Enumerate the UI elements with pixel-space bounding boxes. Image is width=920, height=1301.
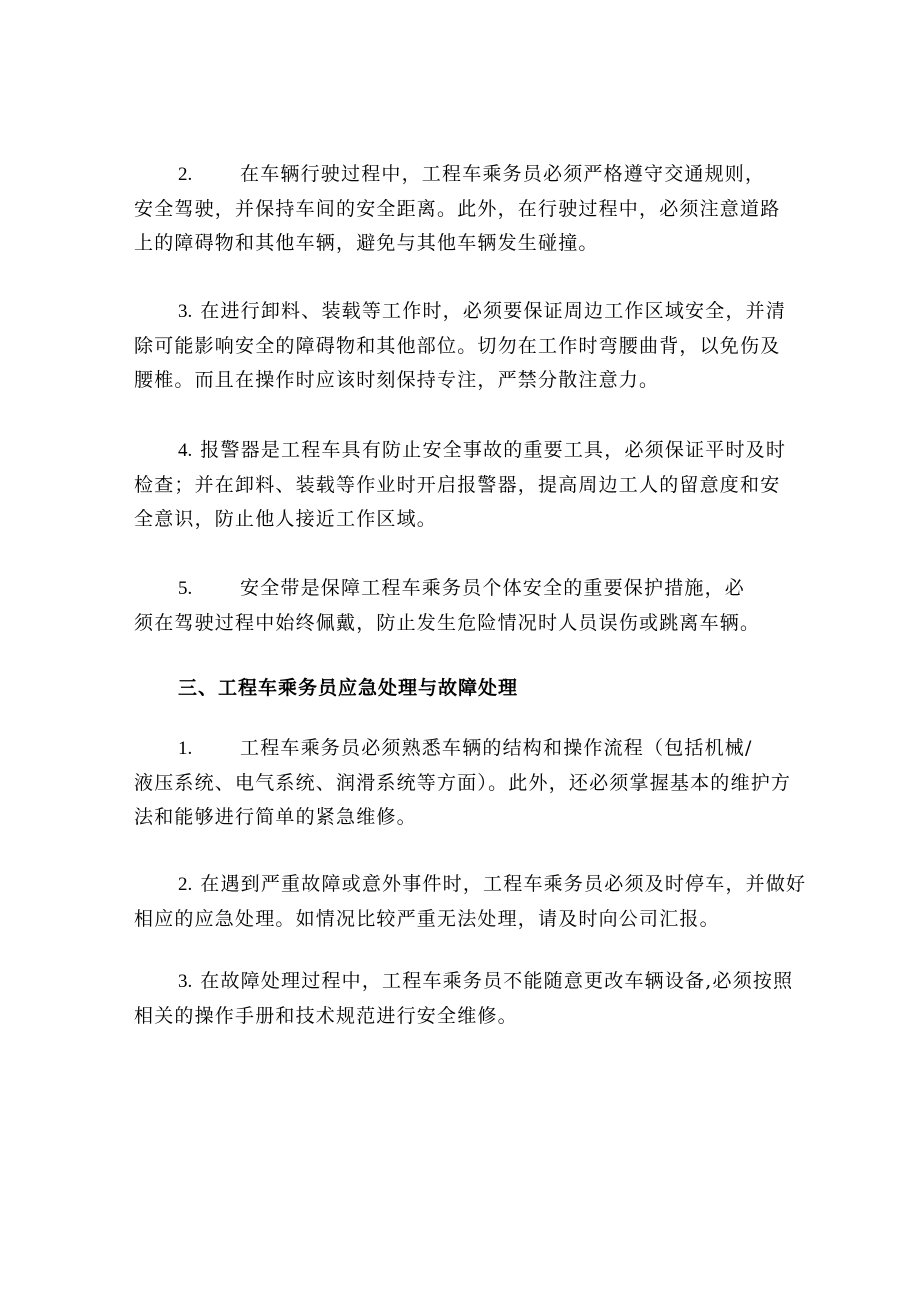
paragraph-body: 液压系统、电气系统、润滑系统等方面）。此外，还必须掌握基本的维护方法和能够进行简单的紧急维修。 (134, 772, 792, 828)
paragraph-first-text: 在进行卸料、装载等工作时，必须要保证周边工作区域安全，并清 (200, 300, 787, 322)
item-number: 3. (178, 971, 193, 992)
paragraph-body: 检查；并在卸料、装载等作业时开启报警器，提高周边工人的留意度和安全意识，防止他人接近工作区域。 (134, 474, 781, 530)
paragraph-q1 (134, 731, 794, 834)
item-number: 2. (178, 874, 193, 895)
paragraph-5 (134, 571, 794, 640)
paragraph-q3 (134, 964, 794, 1033)
paragraph-first-line (134, 571, 794, 606)
paragraph-first-text: 报警器是工程车具有防止安全事故的重要工具，必须保证平时及时 (200, 439, 787, 461)
paragraph-first-line (134, 157, 794, 192)
paragraph-body: 相关的操作手册和技术规范进行安全维修。 (134, 1005, 518, 1027)
paragraph-body: 安全驾驶，并保持车间的安全距离。此外，在行驶过程中，必须注意道路上的障碍物和其他车辆，避免与其他车辆发生碰撞。 (134, 198, 781, 254)
item-number: 5. (178, 578, 193, 599)
paragraph-4 (134, 433, 794, 536)
paragraph-2 (134, 157, 794, 260)
paragraph-first-text: 安全带是保障工程车乘务员个体安全的重要保护措施，必 (240, 577, 746, 599)
paragraph-body: 相应的应急处理。如情况比较严重无法处理，请及时向公司汇报。 (134, 908, 720, 930)
paragraph-first-text: 工程车乘务员必须熟悉车辆的结构和操作流程（包括机械/ (240, 737, 753, 759)
paragraph-first-line (134, 867, 807, 902)
item-number: 1. (178, 738, 193, 759)
item-number: 4. (178, 440, 193, 461)
paragraph-3 (134, 294, 794, 397)
section-heading: 三、工程车乘务员应急处理与故障处理 (178, 677, 519, 699)
paragraph-first-line (134, 964, 794, 999)
paragraph-first-line (134, 433, 794, 468)
item-number: 2. (178, 164, 193, 185)
paragraph-q2 (134, 867, 807, 936)
paragraph-first-text: 在遇到严重故障或意外事件时，工程车乘务员必须及时停车，并做好 (200, 873, 807, 895)
paragraph-body: 须在驾驶过程中始终佩戴，防止发生危险情况时人员误伤或跳离车辆。 (134, 612, 761, 634)
paragraph-first-text: 在车辆行驶过程中，工程车乘务员必须严格遵守交通规则， (240, 163, 766, 185)
paragraph-first-line (134, 731, 794, 766)
paragraph-body: 除可能影响安全的障碍物和其他部位。切勿在工作时弯腰曲背，以免伤及腰椎。而且在操作时应该时刻保持专注，严禁分散注意力。 (134, 335, 781, 391)
paragraph-first-text: 在故障处理过程中，工程车乘务员不能随意更改车辆设备,必须按照 (200, 970, 794, 992)
item-number: 3. (178, 301, 193, 322)
paragraph-first-line (134, 294, 794, 329)
